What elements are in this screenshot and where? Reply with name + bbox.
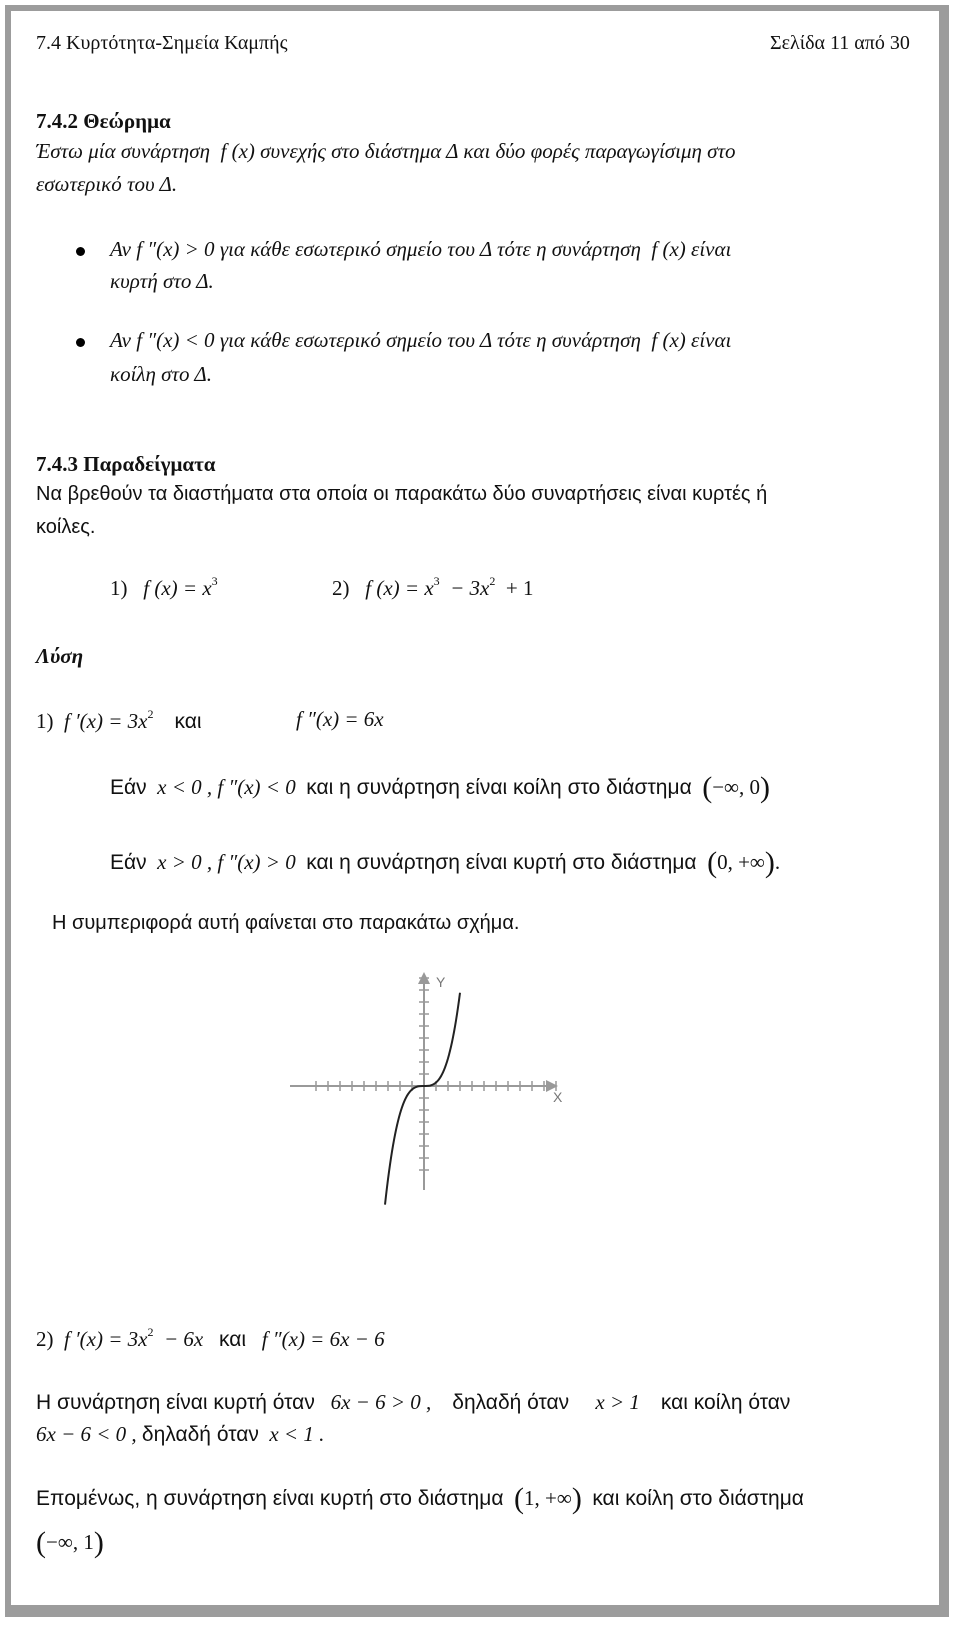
theorem-bullet-1: Αν f ″(x) > 0 για κάθε εσωτερικό σημείο του Δ τότε η συνάρτηση f (x) είναι (110, 237, 732, 261)
conclusion-line-1: Επομένως, η συνάρτηση είναι κυρτή στο διάστημα (1, +∞) και κοίλη στο διάστημα (36, 1482, 804, 1515)
theorem-bullet-2: Αν f ″(x) < 0 για κάθε εσωτερικό σημείο του Δ τότε η συνάρτηση f (x) είναι (110, 328, 732, 352)
examples-intro-1: Να βρεθούν τα διαστήματα στα οποία οι παρακάτω δύο συναρτήσεις είναι κυρτές ή (36, 483, 768, 505)
function-2: 2) f $(x) = x^3 - 3x^2 + 1$ (332, 574, 534, 600)
function-1: 1) f $(x) = x^3$ (110, 574, 218, 600)
theorem-line-2: εσωτερικό του Δ. (36, 172, 178, 196)
cubic-graph (290, 970, 570, 1210)
solution-2-derivatives: 2) f $'(x) = 3x^2 - 6x$ και f ″(x) = 6x − 6 (36, 1325, 385, 1351)
theorem-title: 7.4.2 Θεώρημα (36, 109, 171, 133)
bullet-icon (76, 338, 85, 347)
theorem-line-1: Έστω μία συνάρτηση f (x) συνεχής στο διάστημα Δ και δύο φορές παραγωγίσιμη στο (36, 139, 736, 163)
examples-intro-2: κοίλες. (36, 516, 96, 538)
solution-1-derivatives: 1) f $'(x) = 3x^2$ και (36, 707, 202, 733)
conclusion-line-2: (−∞, 1) (36, 1526, 104, 1559)
case-positive: Εάν x > 0 , f ″(x) > 0 και η συνάρτηση είναι κυρτή στο διάστημα (0, +∞). (110, 846, 781, 879)
concave-condition: 6x − 6 < 0 , δηλαδή όταν x < 1 . (36, 1422, 325, 1446)
solution-1-second-derivative: f ″(x) = 6x (296, 707, 384, 731)
solution-title: Λύση (36, 644, 84, 668)
behavior-text: Η συμπεριφορά αυτή φαίνεται στο παρακάτω σχήμα. (52, 912, 520, 934)
case-negative: Εάν x < 0 , f ″(x) < 0 και η συνάρτηση είναι κοίλη στο διάστημα (−∞, 0) (110, 771, 771, 804)
bullet-icon (76, 247, 85, 256)
convex-condition: Η συνάρτηση είναι κυρτή όταν 6x − 6 > 0 , δηλαδή όταν x > 1 και κοίλη όταν (36, 1390, 791, 1414)
x-axis-label: X (553, 1089, 563, 1105)
theorem-bullet-1-cont: κυρτή στο Δ. (110, 269, 214, 293)
theorem-bullet-2-cont: κοίλη στο Δ. (110, 362, 212, 386)
graph-axes (290, 970, 558, 1205)
examples-title: 7.4.3 Παραδείγματα (36, 452, 216, 476)
y-axis-label: Y (436, 974, 446, 990)
header-page-number: Σελίδα 11 από 30 (770, 32, 910, 54)
header-section: 7.4 Κυρτότητα-Σημεία Καμπής (36, 32, 288, 54)
